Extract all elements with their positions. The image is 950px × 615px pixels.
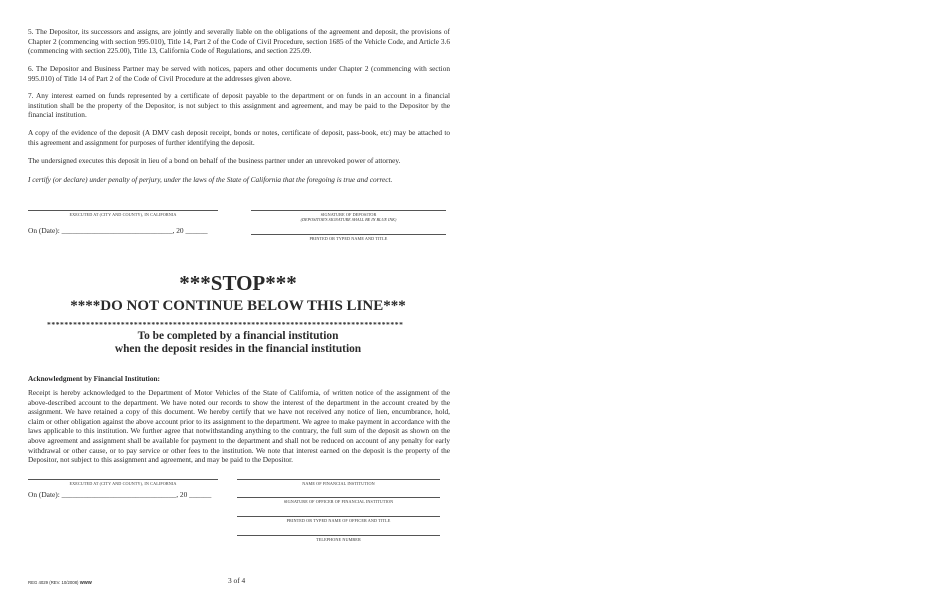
on-date-field[interactable]: On (Date): ______________________________, 20 ______ [28, 226, 208, 235]
paragraph-evidence-copy: A copy of the evidence of the deposit (A DMV cash deposit receipt, bonds or notes, certificate of deposit, pass-book, etc) may be attached to this agreement and assignment for purposes of further identifying the deposit. [28, 128, 450, 147]
fi-name-line[interactable] [237, 479, 440, 480]
officer-signature-label: SIGNATURE OF OFFICER OF FINANCIAL INSTITUTION [283, 499, 394, 504]
paragraph-certify: I certify (or declare) under penalty of perjury, under the laws of the State of California that the foregoing is true and correct. [28, 175, 393, 184]
officer-signature-line[interactable] [237, 497, 440, 498]
depositor-signature-line[interactable] [251, 210, 446, 211]
officer-name-line[interactable] [237, 516, 440, 517]
depositor-signature-label: SIGNATURE OF DEPOSITOR [320, 212, 377, 217]
stop-subtitle: ****DO NOT CONTINUE BELOW THIS LINE*** [70, 298, 406, 314]
fi-executed-at-label: EXECUTED AT (CITY AND COUNTY), IN CALIFORNIA [69, 481, 177, 486]
printed-name-label: PRINTED OR TYPED NAME AND TITLE [309, 236, 388, 241]
fi-instruction-line2: when the deposit resides in the financial institution [114, 343, 362, 355]
page-number: 3 of 4 [228, 576, 246, 585]
executed-at-label: EXECUTED AT (CITY AND COUNTY), IN CALIFORNIA [69, 212, 177, 217]
fi-executed-at-line[interactable] [28, 479, 218, 480]
officer-name-label: PRINTED OR TYPED NAME OF OFFICER AND TITLE [286, 518, 391, 523]
stars-divider: ********************************************************************************** [47, 320, 404, 329]
fi-instruction-line1: To be completed by a financial institution [137, 330, 339, 342]
paragraph-executes: The undersigned executes this deposit in lieu of a bond on behalf of the business partner under an unrevoked power of attorney. [28, 156, 401, 165]
paragraph-6: 6. The Depositor and Business Partner may be served with notices, papers and other documents under Chapter 2 (commencing with section 995.010) of Title 14 of Part 2 of the Code of Civil Procedure at the addresses given above. [28, 64, 450, 83]
acknowledgment-body: Receipt is hereby acknowledged to the Department of Motor Vehicles of the State of California, of written notice of the assignment of the above-described account to the department. We have noted our records to show the interest of the department in the account created by the assignment. We have retained a copy of this document. We hereby certify that we have not received any notice of lien, encumbrance, hold, claim or other obligation against the above account prior to its assignment to the department. We agree to make payment in accordance with the laws applicable to this institution. We further agree that notwithstanding anything to the contrary, the full sum of the deposit as shown on the above agreement and assignment shall be available for payment to the department and shall not be reduced on account of any penalty for early withdrawal or other cause, or to pay service or other fees to the institution. We note that interest earned on the deposit is the property of the Depositor, not subject to this assignment and agreement, and may be paid to the Depositor. [28, 388, 450, 465]
executed-at-line[interactable] [28, 210, 218, 211]
paragraph-7: 7. Any interest earned on funds represented by a certificate of deposit payable to the department or on funds in an account in a financial institution shall be the property of the Depositor, is not subject to this assignment and agreement, and may be paid to the Depositor by the financial institution. [28, 91, 450, 120]
form-code-text: REG 4029 (REV. 10/2008) [28, 580, 79, 585]
telephone-line[interactable] [237, 535, 440, 536]
acknowledgment-heading: Acknowledgment by Financial Institution: [28, 374, 160, 383]
depositor-signature-note: (DEPOSITOR'S SIGNATURE SHALL BE IN BLUE INK) [300, 217, 397, 222]
form-code-suffix: WWW [79, 580, 92, 585]
fi-on-date-field[interactable]: On (Date): _______________________________, 20 ______ [28, 490, 212, 499]
stop-title: ***STOP*** [179, 271, 297, 295]
telephone-label: TELEPHONE NUMBER [316, 537, 361, 542]
paragraph-5: 5. The Depositor, its successors and assigns, are jointly and severally liable on the obligations of the agreement and deposit, the provisions of Chapter 2 (commencing with section 995.010), Title 14, Part 2 of the Code of Civil Procedure, section 1685 of the Vehicle Code, and Article 3.6 (commencing with section 225.00), Title 13, California Code of Regulations, and section 225.09. [28, 27, 450, 56]
form-code [28, 580, 92, 585]
fi-name-label: NAME OF FINANCIAL INSTITUTION [302, 481, 375, 486]
printed-name-line[interactable] [251, 234, 446, 235]
